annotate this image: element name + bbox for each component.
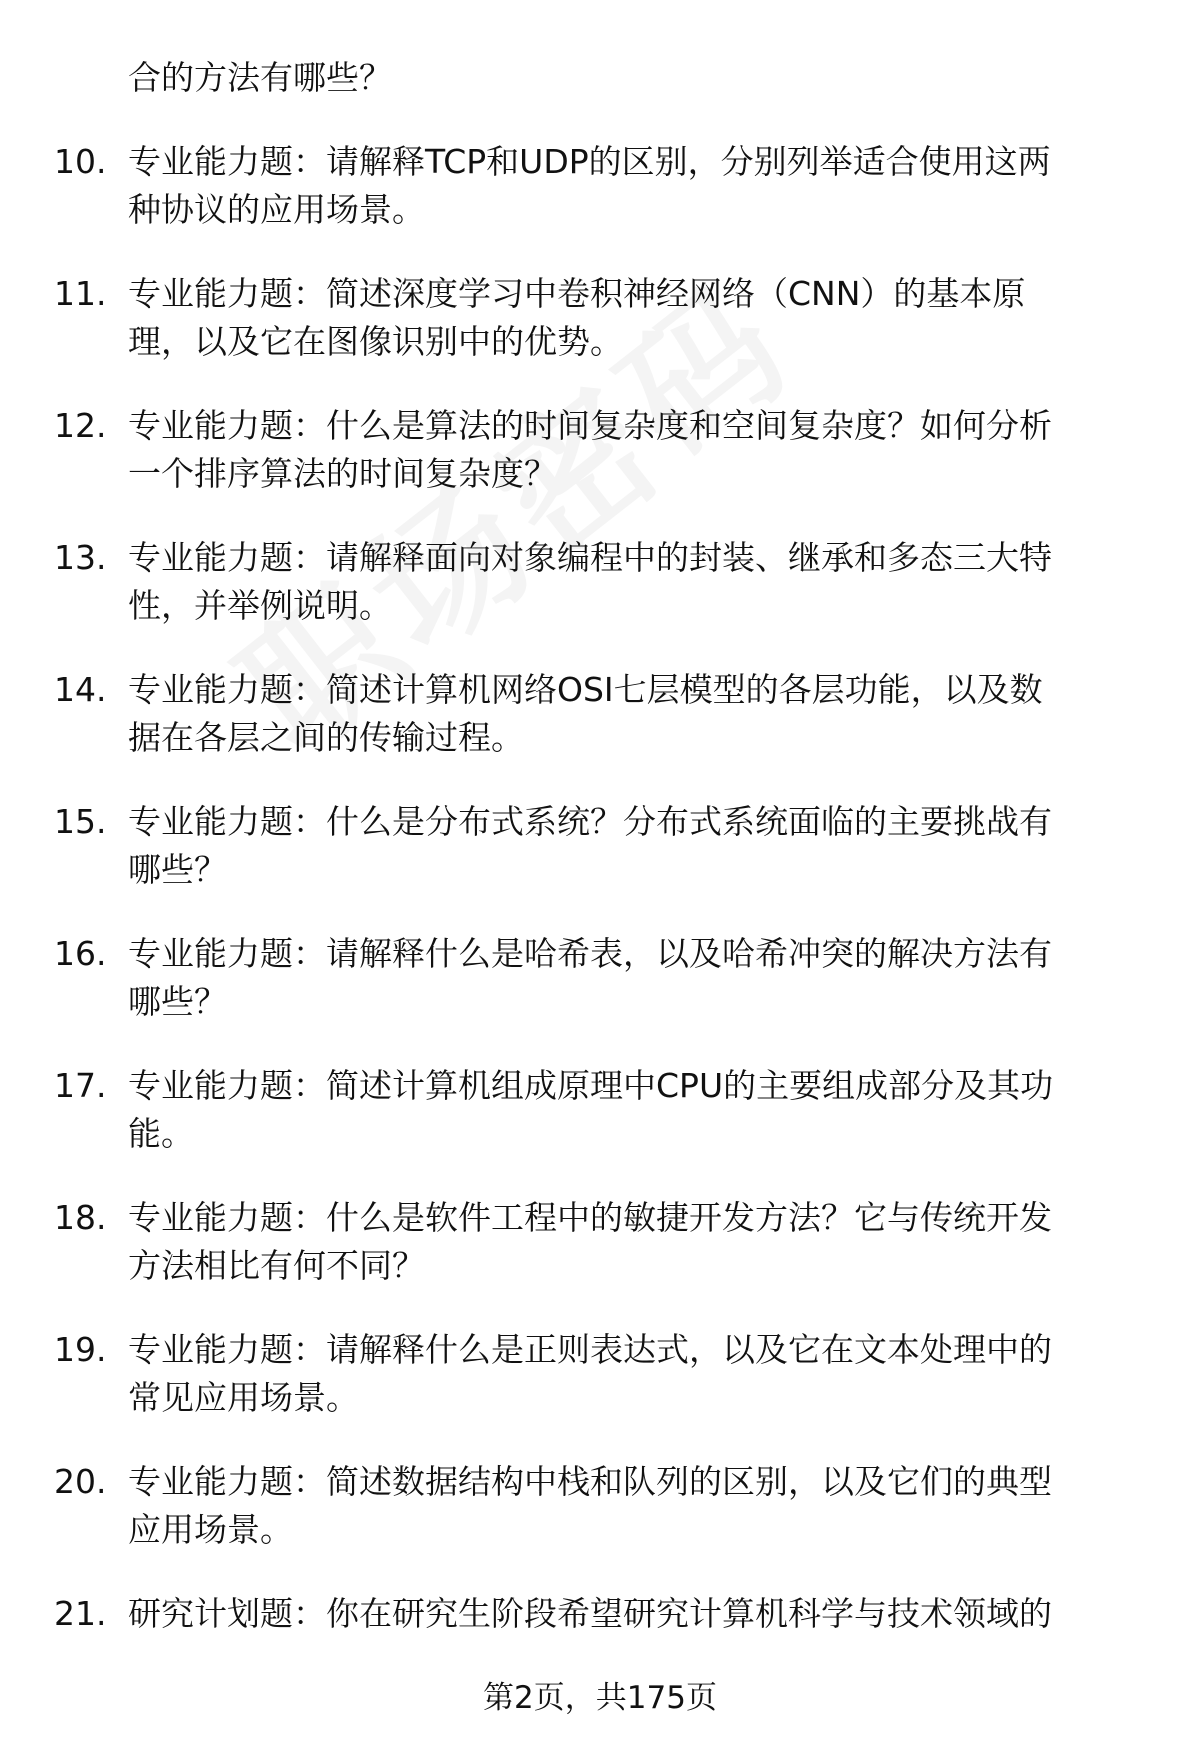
item-text-line: 专业能力题：什么是算法的时间复杂度和空间复杂度？如何分析 — [128, 406, 1052, 445]
item-text-line: 专业能力题：请解释TCP和UDP的区别，分别列举适合使用这两 — [128, 142, 1051, 181]
list-item — [54, 1326, 1154, 1422]
item-text-line: 专业能力题：简述深度学习中卷积神经网络（CNN）的基本原 — [128, 274, 1026, 313]
item-text-line: 种协议的应用场景。 — [128, 190, 425, 229]
item-text-line: 专业能力题：简述数据结构中栈和队列的区别，以及它们的典型 — [128, 1462, 1052, 1501]
item-text-line: 哪些？ — [128, 982, 227, 1021]
list-item — [54, 402, 1154, 498]
question-list — [54, 54, 1154, 1638]
item-text-line: 专业能力题：请解释什么是正则表达式，以及它在文本处理中的 — [128, 1330, 1052, 1369]
item-text-line: 专业能力题：请解释什么是哈希表，以及哈希冲突的解决方法有 — [128, 934, 1052, 973]
list-item — [54, 798, 1154, 894]
item-number: 14. — [54, 670, 107, 709]
list-item — [54, 1590, 1154, 1638]
item-text-line: 性，并举例说明。 — [128, 586, 392, 625]
item-text-line: 常见应用场景。 — [128, 1378, 359, 1417]
item-text-line: 据在各层之间的传输过程。 — [128, 718, 524, 757]
item-number: 10. — [54, 142, 107, 181]
list-item — [54, 1062, 1154, 1158]
item-number: 19. — [54, 1330, 107, 1369]
list-item — [54, 1194, 1154, 1290]
item-text-line: 研究计划题：你在研究生阶段希望研究计算机科学与技术领域的 — [128, 1594, 1052, 1633]
item-number: 21. — [54, 1594, 107, 1633]
list-item — [54, 1458, 1154, 1554]
item-text-line: 专业能力题：简述计算机网络OSI七层模型的各层功能，以及数 — [128, 670, 1043, 709]
item-text-line: 理，以及它在图像识别中的优势。 — [128, 322, 623, 361]
item-text-line: 应用场景。 — [128, 1510, 293, 1549]
item-number: 12. — [54, 406, 107, 445]
list-item — [54, 270, 1154, 366]
list-item — [54, 138, 1154, 234]
item-number: 20. — [54, 1462, 107, 1501]
list-item — [54, 534, 1154, 630]
item-text-line: 专业能力题：请解释面向对象编程中的封装、继承和多态三大特 — [128, 538, 1052, 577]
item-text-line: 一个排序算法的时间复杂度？ — [128, 454, 557, 493]
item-text-line: 专业能力题：简述计算机组成原理中CPU的主要组成部分及其功 — [128, 1066, 1054, 1105]
item-text-line: 专业能力题：什么是软件工程中的敏捷开发方法？它与传统开发 — [128, 1198, 1052, 1237]
item-text-line: 哪些？ — [128, 850, 227, 889]
page-number-footer: 第2页，共175页 — [483, 1680, 717, 1716]
item-number: 18. — [54, 1198, 107, 1237]
item-text-line: 能。 — [128, 1114, 194, 1153]
list-item — [54, 930, 1154, 1026]
item-number: 15. — [54, 802, 107, 841]
continuation-line: 合的方法有哪些？ — [128, 58, 392, 97]
item-number: 17. — [54, 1066, 107, 1105]
item-number: 11. — [54, 274, 107, 313]
item-number: 16. — [54, 934, 107, 973]
item-text-line: 方法相比有何不同？ — [128, 1246, 425, 1285]
list-item — [54, 666, 1154, 762]
item-number: 13. — [54, 538, 107, 577]
item-text-line: 专业能力题：什么是分布式系统？分布式系统面临的主要挑战有 — [128, 802, 1052, 841]
